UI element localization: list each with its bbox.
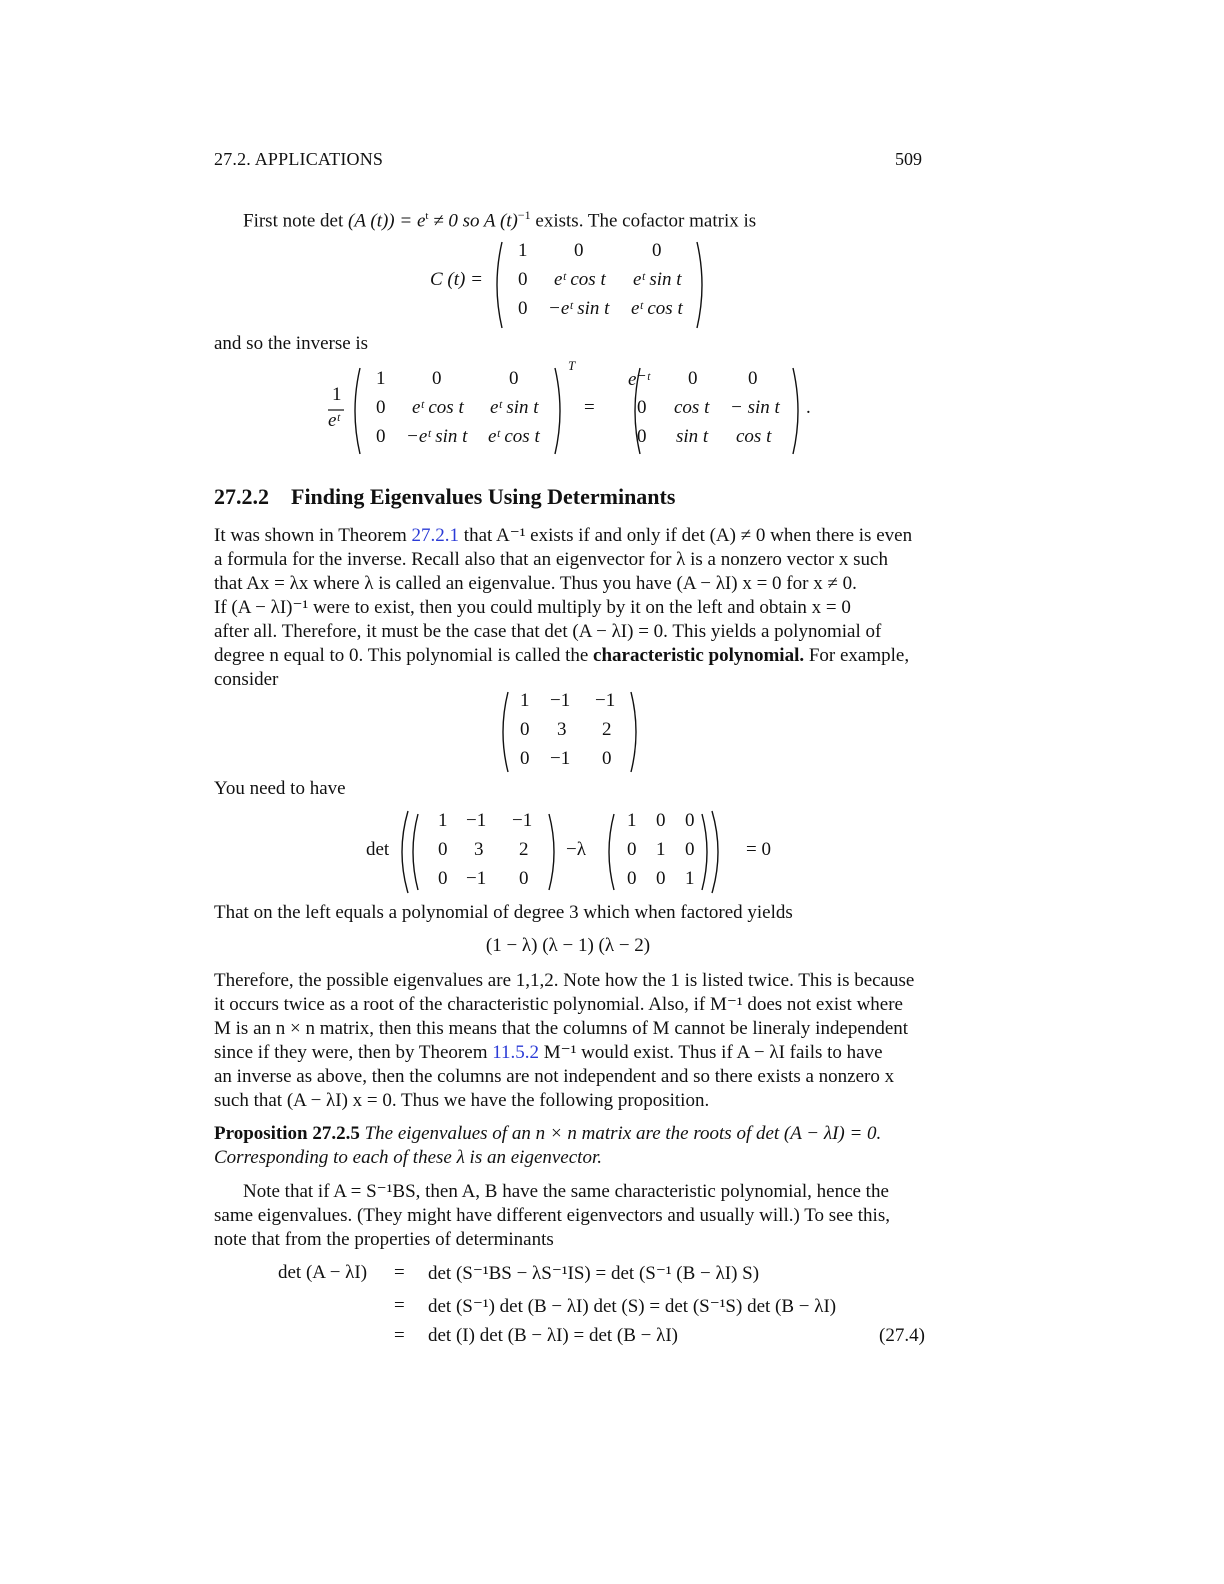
matrix-cell: eᵗ sin t <box>490 397 539 418</box>
theorem-link[interactable]: 27.2.1 <box>411 525 460 546</box>
text-line <box>214 524 927 548</box>
align-rhs: det (I) det (B − λI) = det (B − λI) <box>428 1325 678 1346</box>
section-number: 27.2.2 <box>214 484 269 509</box>
matrix-cell: eᵗ sin t <box>633 269 682 290</box>
matrix-cell: sin t <box>676 426 709 447</box>
matrix-cell: 2 <box>519 839 529 860</box>
det-rhs: = 0 <box>746 839 771 860</box>
matrix-cell: 0 <box>438 868 448 889</box>
matrix-cell: cos t <box>674 397 710 418</box>
matrix-cell: 0 <box>376 426 386 447</box>
transpose-superscript: T <box>568 358 576 373</box>
matrix-cell: e⁻ᵗ <box>628 369 650 390</box>
text-line: a formula for the inverse. Recall also that an eigenvector for λ is a nonzero vector x such <box>214 549 888 570</box>
text-line: that Ax = λx where λ is called an eigenvalue. Thus you have (A − λI) x = 0 for x ≠ 0. <box>214 573 857 594</box>
proposition-block <box>214 1122 927 1170</box>
matrix-cell: −1 <box>512 810 533 831</box>
matrix-cell: −eᵗ sin t <box>406 426 468 447</box>
matrix-cell: 1 <box>656 839 666 860</box>
text-line: same eigenvalues. (They might have different eigenvectors and usually will.) To see this, <box>214 1205 890 1226</box>
matrix-cell: 0 <box>438 839 448 860</box>
term-bold: characteristic polynomial. <box>593 645 805 666</box>
text-line: M is an n × n matrix, then this means that the columns of M cannot be lineraly independent <box>214 1018 909 1039</box>
cofactor-lhs: C (t) = <box>430 269 483 290</box>
matrix-cell: 0 <box>656 868 666 889</box>
matrix-cell: 0 <box>519 868 529 889</box>
det-parens <box>396 810 796 900</box>
matrix-cell: 1 <box>438 810 448 831</box>
text-line <box>214 1041 927 1065</box>
matrix-cell: 0 <box>509 368 519 389</box>
text-line: Note that if A = S⁻¹BS, then A, B have the same characteristic polynomial, hence the <box>243 1181 889 1202</box>
text: First note det <box>243 210 344 232</box>
text-line <box>214 1122 927 1146</box>
matrix-cell: − sin t <box>730 397 780 418</box>
period: . <box>806 397 811 418</box>
matrix-cell: cos t <box>736 426 772 447</box>
text: For example, <box>804 645 910 666</box>
matrix-cell: eᵗ cos t <box>412 397 464 418</box>
matrix-cell: 1 <box>376 368 386 389</box>
matrix-cell: −1 <box>550 748 571 769</box>
superscript: −1 <box>517 208 531 222</box>
matrix-cell: 0 <box>520 748 530 769</box>
align-rel: = <box>394 1295 405 1316</box>
math: (A (t)) = e <box>348 210 426 232</box>
text-line: an inverse as above, then the columns are not independent and so there exists a nonzero x <box>214 1066 895 1087</box>
align-rel: = <box>394 1262 405 1283</box>
text: M⁻¹ would exist. Thus if A − λI fails to have <box>539 1042 883 1063</box>
fraction-numerator: 1 <box>332 384 342 405</box>
equation-label: (27.4) <box>879 1325 925 1346</box>
matrix-cell: −1 <box>466 810 487 831</box>
matrix-cell: 0 <box>627 839 637 860</box>
running-header: 27.2. APPLICATIONS <box>214 149 384 169</box>
text-line: after all. Therefore, it must be the case that det (A − λI) = 0. This yields a polynomial of <box>214 621 882 642</box>
section-title: Finding Eigenvalues Using Determinants <box>291 484 676 509</box>
matrix-cell: 0 <box>574 240 584 261</box>
align-rel: = <box>394 1325 405 1346</box>
matrix-cell: −1 <box>550 690 571 711</box>
matrix-cell: eᵗ cos t <box>488 426 540 447</box>
matrix-cell: 0 <box>637 397 647 418</box>
proposition-text: The eigenvalues of an n × n matrix are the roots of det (A − λI) = 0. <box>359 1123 882 1144</box>
text: that A⁻¹ exists if and only if det (A) ≠ 0 when there is even <box>459 525 913 546</box>
text: It was shown in Theorem <box>214 525 412 546</box>
paragraph-similar-matrices <box>214 1180 927 1252</box>
text-line: Therefore, the possible eigenvalues are 1,1,2. Note how the 1 is listed twice. This is because <box>214 970 915 991</box>
matrix-cell: 1 <box>518 240 528 261</box>
matrix-cell: 0 <box>518 298 528 319</box>
matrix-cell: 3 <box>557 719 567 740</box>
matrix-cell: 0 <box>627 868 637 889</box>
matrix-cell: 0 <box>652 240 662 261</box>
text: since if they were, then by Theorem <box>214 1042 493 1063</box>
text-line: such that (A − λI) x = 0. Thus we have the following proposition. <box>214 1090 710 1111</box>
factored-polynomial: (1 − λ) (λ − 1) (λ − 2) <box>485 935 651 956</box>
text: exists. The cofactor matrix is <box>530 210 757 232</box>
paragraph-inverse-intro: and so the inverse is <box>214 333 369 354</box>
proposition-text: Corresponding to each of these λ is an eigenvector. <box>214 1147 602 1168</box>
matrix-cell: 0 <box>637 426 647 447</box>
matrix-cell: −1 <box>466 868 487 889</box>
theorem-link[interactable]: 11.5.2 <box>492 1042 540 1063</box>
matrix-cell: eᵗ cos t <box>554 269 606 290</box>
det-label: det <box>366 839 390 860</box>
matrix-cell: −eᵗ sin t <box>548 298 610 319</box>
minus-lambda: −λ <box>566 839 586 860</box>
matrix-cell: 0 <box>748 368 758 389</box>
matrix-cell: 0 <box>656 810 666 831</box>
matrix-cell: 0 <box>685 839 695 860</box>
paragraph-intro <box>243 203 956 233</box>
matrix-cell: 1 <box>520 690 530 711</box>
matrix-cell: 0 <box>376 397 386 418</box>
page-number: 509 <box>895 149 922 169</box>
text-line: If (A − λI)⁻¹ were to exist, then you could multiply by it on the left and obtain x = 0 <box>214 597 851 618</box>
matrix-cell: eᵗ cos t <box>631 298 683 319</box>
matrix-cell: −1 <box>595 690 616 711</box>
matrix-cell: 1 <box>685 868 695 889</box>
paragraph-possible-eigenvalues <box>214 969 927 1113</box>
matrix-cell: 3 <box>474 839 484 860</box>
matrix-cell: 0 <box>685 810 695 831</box>
section-heading <box>214 484 675 510</box>
paragraph-need: You need to have <box>214 778 346 799</box>
text: degree n equal to 0. This polynomial is called the <box>214 645 594 666</box>
superscript: t <box>425 210 429 222</box>
matrix-cell: 0 <box>602 748 612 769</box>
matrix-cell: 0 <box>518 269 528 290</box>
math: ≠ 0 so A (t) <box>428 210 518 232</box>
matrix-cell: 0 <box>688 368 698 389</box>
text-line <box>214 644 927 668</box>
text-line: note that from the properties of determinants <box>214 1229 554 1250</box>
text-line: consider <box>214 669 279 690</box>
align-rhs: det (S⁻¹BS − λS⁻¹IS) = det (S⁻¹ (B − λI) S) <box>428 1263 760 1284</box>
paragraph-factored-intro: That on the left equals a polynomial of degree 3 which when factored yields <box>214 902 793 923</box>
matrix-cell: 1 <box>627 810 637 831</box>
matrix-cell: 0 <box>432 368 442 389</box>
matrix-cell: 0 <box>520 719 530 740</box>
paragraph-eigenvalues <box>214 524 927 692</box>
equals-sign: = <box>584 397 595 418</box>
text-line <box>214 1146 927 1170</box>
matrix-cell: 2 <box>602 719 612 740</box>
text-line: it occurs twice as a root of the characteristic polynomial. Also, if M⁻¹ does not exist where <box>214 994 903 1015</box>
align-lhs: det (A − λI) <box>278 1262 368 1283</box>
fraction-denominator: eᵗ <box>328 410 340 431</box>
align-rhs: det (S⁻¹) det (B − λI) det (S) = det (S⁻¹S) det (B − λI) <box>428 1296 837 1317</box>
proposition-label: Proposition 27.2.5 <box>214 1123 360 1144</box>
